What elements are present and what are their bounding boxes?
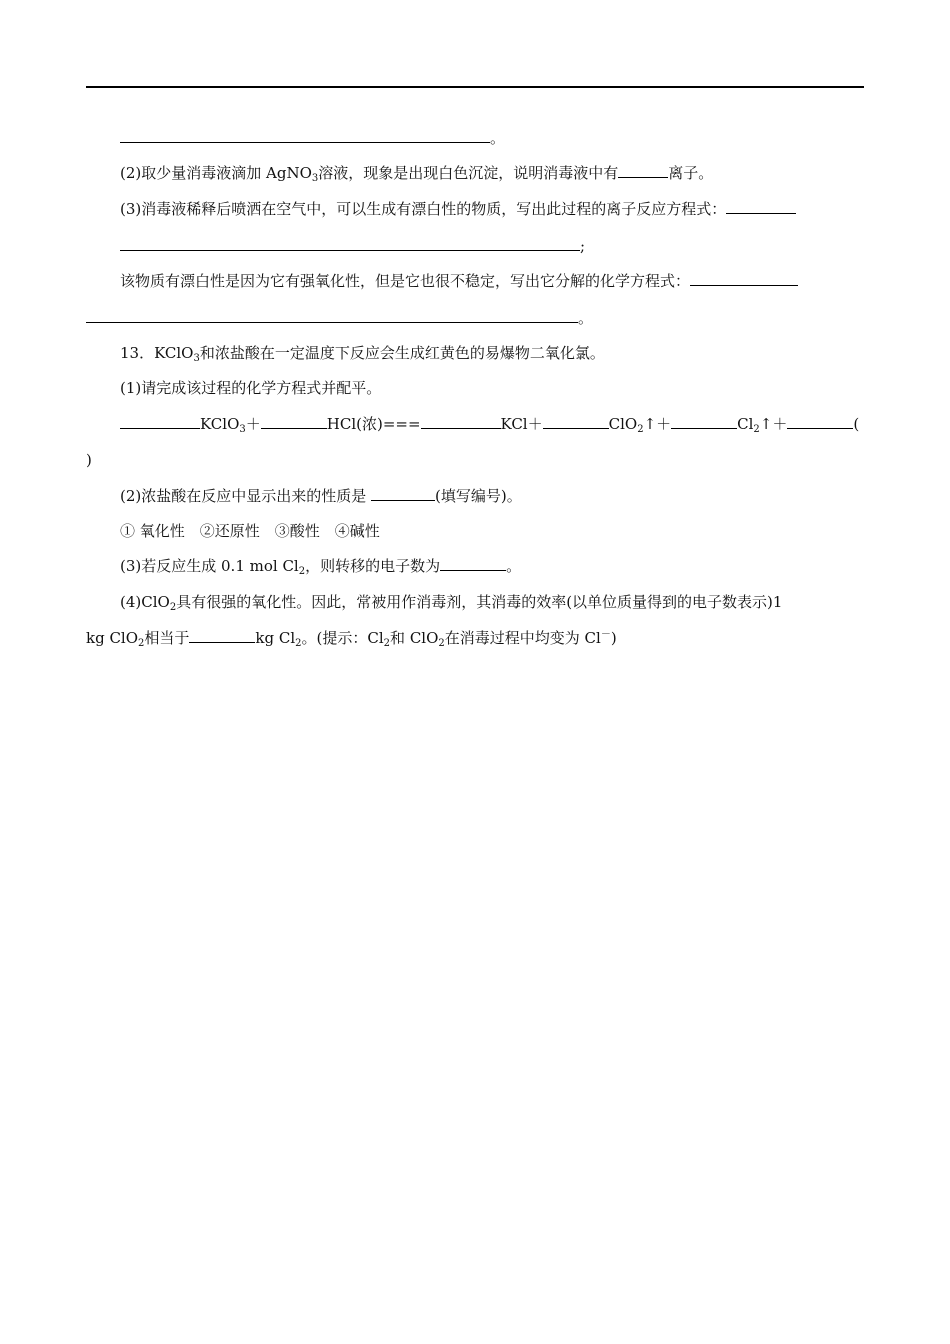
ion-blank[interactable] [618,163,668,178]
question-3-part-b: 该物质有漂白性是因为它有强氧化性，但是它也很不稳定，写出它分解的化学方程式： [120,271,798,291]
subquestion-4: (4)ClO$_2$具有很强的氧化性。因此，常被用作消毒剂，其消毒的效率(以单位质量得到的电子数表示)1 [120,593,783,613]
equation-line: KClO$_3$＋ HCl(浓)=== KCl＋ ClO$_2$↑＋ $Cl_2↑+$ ( [120,414,859,434]
question-2: (2)取少量消毒液滴加 AgNO$_3$溶液，现象是出现白色沉淀，说明消毒液中有 离子。 [120,164,714,184]
question-3-part-b-line-2: 。 [86,308,593,328]
subquestion-2: (2)浓盐酸在反应中显示出来的性质是 (填写编号)。 [120,487,522,505]
answer-line-1: 。 [120,128,505,148]
question-3: (3)消毒液稀释后喷洒在空气中，可以生成有漂白性的物质，写出此过程的离子反应方程式： [120,199,796,219]
equivalent-mass-blank[interactable] [189,628,255,643]
coef-blank-clo2[interactable] [543,414,609,429]
ionic-equation-blank-2[interactable] [120,236,580,251]
coef-blank-hcl[interactable] [261,414,327,429]
electron-count-blank[interactable] [440,556,506,571]
answer-blank[interactable] [120,128,490,143]
property-blank[interactable] [371,486,435,501]
coef-blank-cl2[interactable] [671,414,737,429]
header-rule [86,86,864,88]
decomposition-blank-2[interactable] [86,308,578,323]
coef-blank-product[interactable] [787,414,853,429]
coef-blank-kclo3[interactable] [120,414,200,429]
equation-line-2: ) [86,451,92,469]
subquestion-4-line-2: kg ClO$_2$相当于 kg $Cl_2$。(提示：$Cl_2$和 ClO$_2$在消毒过程中均变为 Cl－) [86,629,617,649]
subquestion-1: (1)请完成该过程的化学方程式并配平。 [120,379,382,397]
subquestion-3: (3)若反应生成 0.1 mol $Cl_2$，则转移的电子数为 。 [120,557,522,577]
question-3-line-2: ; [120,236,585,256]
ionic-equation-blank[interactable] [726,199,796,214]
problem-13: 13．KClO$_3$和浓盐酸在一定温度下反应会生成红黄色的易爆物二氧化氯。 [120,344,605,364]
decomposition-blank[interactable] [690,271,798,286]
coef-blank-kcl[interactable] [421,414,501,429]
options: ① 氧化性 ②还原性 ③酸性 ④碱性 [120,522,380,540]
